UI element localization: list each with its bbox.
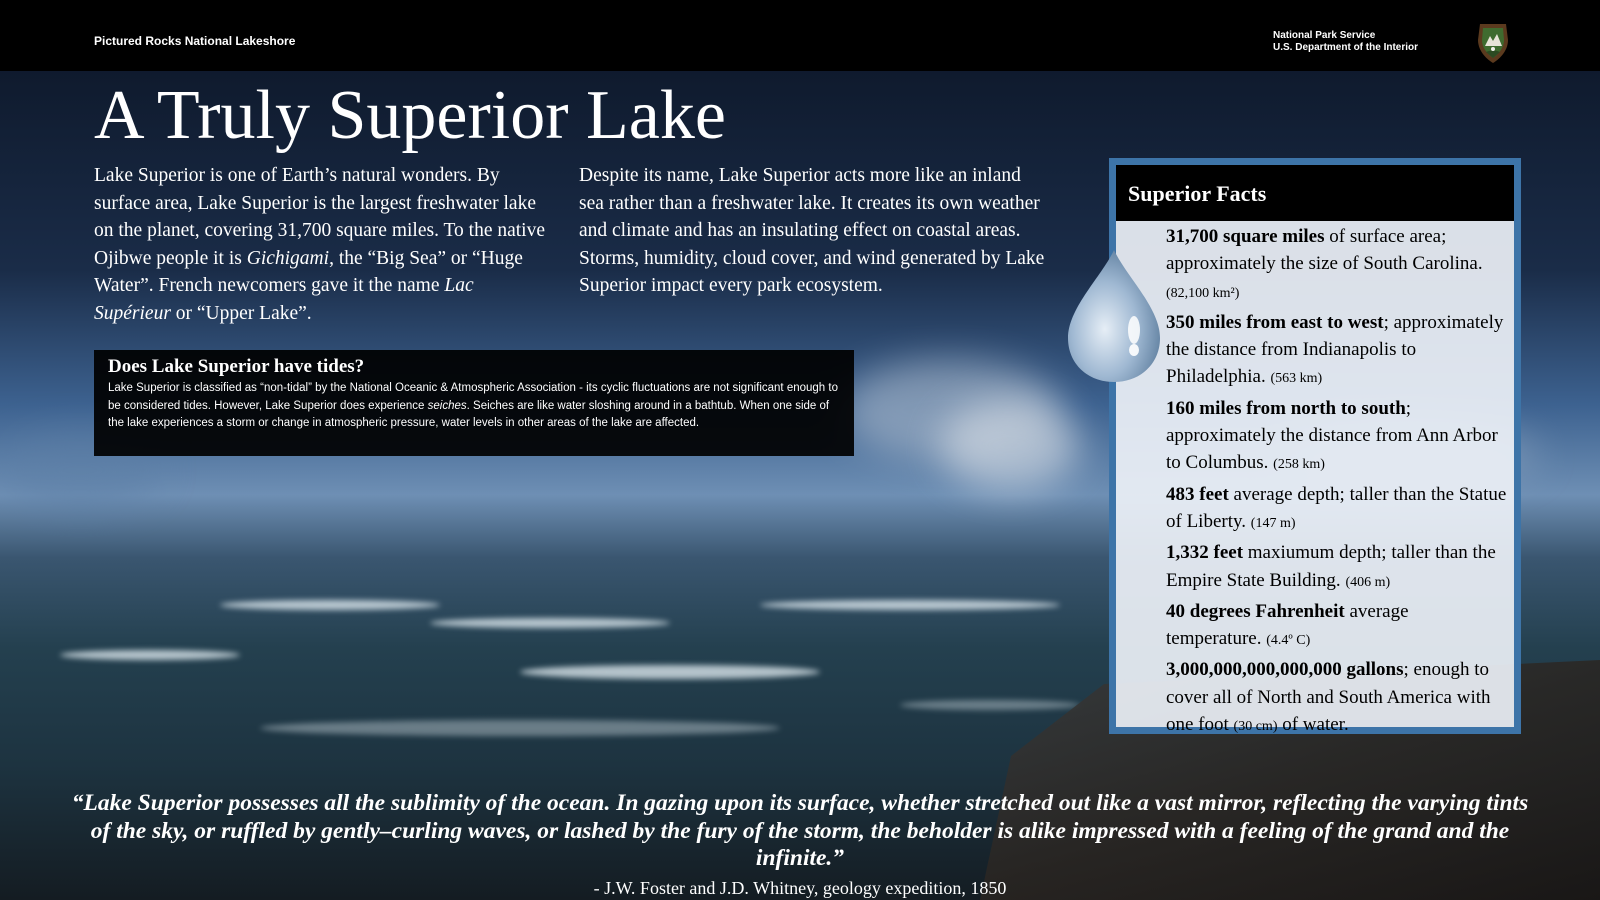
fact-item xyxy=(1166,309,1508,393)
superior-facts-panel xyxy=(1109,158,1521,734)
fact-highlight: 3,000,000,000,000,000 gallons xyxy=(1166,659,1404,681)
fact-tail: of water. xyxy=(1277,714,1349,736)
intro-italic-term: Gichigami xyxy=(246,247,330,269)
fact-item xyxy=(1166,395,1508,479)
park-name: Pictured Rocks National Lakeshore xyxy=(94,34,296,48)
page-title: A Truly Superior Lake xyxy=(94,77,726,154)
facts-header xyxy=(1116,165,1514,221)
fact-text: ; approximately the distance from Ann Arbor to Columbus. xyxy=(1166,397,1498,474)
facts-title: Superior Facts xyxy=(1128,181,1267,206)
agency-line-1: National Park Service xyxy=(1273,30,1376,41)
fact-highlight: 31,700 square miles xyxy=(1166,226,1325,247)
fact-metric: (147 m) xyxy=(1250,515,1296,531)
quote-text: “Lake Superior possesses all the sublimity of the ocean. In gazing upon its surface, whether stretched out like a vast mirror, reflecting the varying tints of the sky, or ruffled by gently–curling waves, or lashed by the fury of the storm, the beholder is alike impressed with a feeling of the grand and the infinite.” xyxy=(71,790,1529,871)
fact-text: average temperature. xyxy=(1166,600,1409,650)
tides-box xyxy=(94,350,854,456)
fact-metric: (4.4º C) xyxy=(1266,633,1311,649)
intro-paragraph-2: Despite its name, Lake Superior acts more like an inland sea rather than a freshwater lake. It creates its own weather and climate and has an insulating effect on coastal areas. Storms, humidity, cloud cover, and wind generated by Lake Superior impact every park ecosystem. xyxy=(579,165,1045,296)
intro-text: Lake Superior is one of Earth’s natural wonders. By surface area, Lake Superior is the largest freshwater lake on the planet, covering 31,700 square miles. To the native Ojibwe people it is xyxy=(94,165,545,269)
tides-text: . Seiches are like water sloshing around in a bathtub. When one side of the lake experiences a storm or change in atmospheric pressure, water levels in other areas of the lake are affected. xyxy=(108,399,830,430)
fact-text: ; enough to cover all of North and South America with one foot xyxy=(1166,659,1491,736)
fact-item xyxy=(1166,598,1508,655)
fact-list xyxy=(1166,223,1508,742)
fact-metric: (82,100 km²) xyxy=(1166,285,1240,301)
tides-text: Lake Superior is classified as “non-tidal” by the National Oceanic & Atmospheric Association - its cyclic fluctuations are not significant enough to be considered tides. However, Lake Superior does experience xyxy=(108,382,838,412)
fact-highlight: 40 degrees Fahrenheit xyxy=(1166,600,1345,622)
fact-highlight: 1,332 feet xyxy=(1166,542,1244,564)
fact-text: maxiumum depth; taller than the Empire State Building. xyxy=(1166,542,1496,591)
agency-line-2: U.S. Department of the Interior xyxy=(1273,42,1419,53)
intro-italic-term: Lac Supérieur xyxy=(94,275,474,324)
water-drop-icon xyxy=(1064,246,1164,386)
fact-item xyxy=(1166,539,1508,596)
tides-italic-term: seiches xyxy=(427,399,467,412)
fact-metric: (406 m) xyxy=(1345,574,1391,590)
fact-text: average depth; taller than the Statue of Liberty. xyxy=(1166,483,1507,532)
fact-metric: (258 km) xyxy=(1273,457,1325,473)
intro-text: or “Upper Lake”. xyxy=(170,302,312,324)
fact-item xyxy=(1166,481,1508,538)
fact-item xyxy=(1166,656,1508,740)
fact-highlight: 160 miles from north to south xyxy=(1166,397,1406,419)
fact-metric: (30 cm) xyxy=(1233,719,1278,735)
fact-highlight: 350 miles from east to west xyxy=(1166,311,1384,333)
fact-text: ; approximately the distance from Indianapolis to Philadelphia. xyxy=(1166,311,1504,388)
intro-paragraph-1 xyxy=(94,162,554,327)
tides-body xyxy=(108,380,840,433)
intro-text: , the “Big Sea” or “Huge Water”. French newcomers gave it the name xyxy=(94,247,523,296)
fact-item xyxy=(1166,223,1508,307)
tides-heading: Does Lake Superior have tides? xyxy=(108,356,365,377)
fact-text: of surface area; approximately the size of South Carolina. xyxy=(1166,226,1483,275)
quote-citation: - J.W. Foster and J.D. Whitney, geology expedition, 1850 xyxy=(593,878,1007,898)
fact-metric: (563 km) xyxy=(1270,371,1323,387)
fact-highlight: 483 feet xyxy=(1166,483,1229,505)
